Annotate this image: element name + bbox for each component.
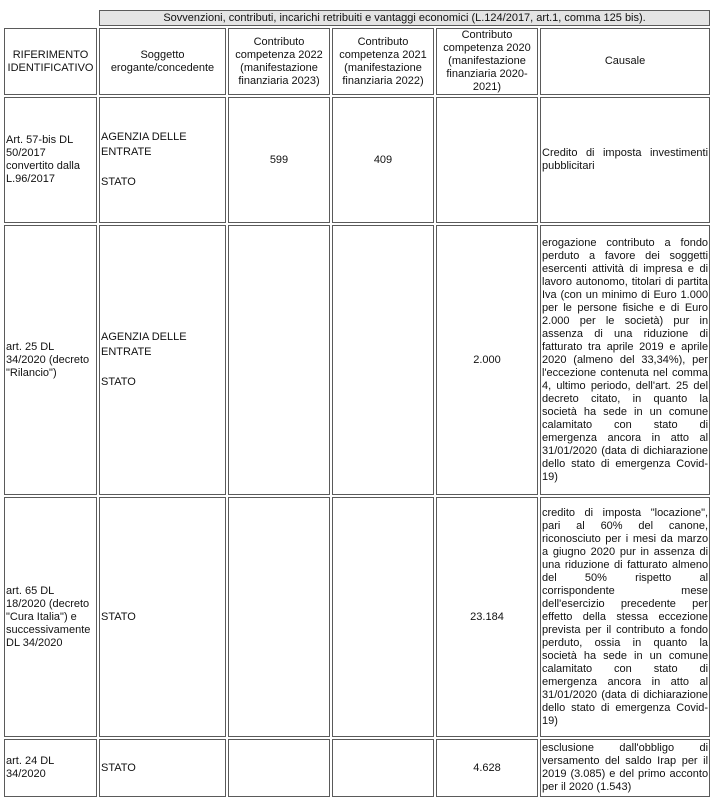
cell-riferimento: art. 24 DL 34/2020 <box>4 739 97 797</box>
cell-contributo-2022: 599 <box>228 97 330 223</box>
header-contributo-2022: Contributo competenza 2022 (manifestazione finanziaria 2023) <box>228 28 330 95</box>
cell-causale: credito di imposta "locazione", pari al 60% del canone, riconosciuto per i mesi da marzo a giugno 2020 pur in assenza di una riduzione di fatturato almeno del 50% rispetto al corrispondente mese dell'esercizio precedente per effetto della stessa eccezione prevista per il contributo a fondo perduto, ossia in quanto la società ha sede in un comune calamitato con stato di emergenza ancora in atto al 31/01/2020 (data di dichiarazione dello stato di emergenza Covid-19) <box>540 497 710 737</box>
header-causale: Causale <box>540 28 710 95</box>
cell-causale: Credito di imposta investimenti pubblicitari <box>540 97 710 223</box>
cell-contributo-2022 <box>228 497 330 737</box>
header-contributo-2021: Contributo competenza 2021 (manifestazione finanziaria 2022) <box>332 28 434 95</box>
cell-contributo-2020: 23.184 <box>436 497 538 737</box>
cell-contributo-2021: 409 <box>332 97 434 223</box>
table-row <box>4 497 710 737</box>
contributions-table <box>2 8 712 799</box>
cell-soggetto <box>99 225 226 495</box>
cell-causale: esclusione dall'obbligo di versamento del saldo Irap per il 2019 (3.085) e del primo acconto per il 2020 (1.543) <box>540 739 710 797</box>
title-row <box>4 10 710 26</box>
ente-primary: AGENZIA DELLE ENTRATE <box>101 331 187 358</box>
cell-soggetto: STATO <box>99 739 226 797</box>
cell-contributo-2021 <box>332 225 434 495</box>
cell-contributo-2020: 2.000 <box>436 225 538 495</box>
cell-soggetto: STATO <box>99 497 226 737</box>
cell-causale: erogazione contributo a fondo perduto a favore dei soggetti esercenti attività di impresa e di lavoro autonomo, titolari di partita Iva (con un minimo di Euro 1.000 per le persone fisiche e di Euro 2.000 per le società) pur in assenza di una riduzione di fatturato tra aprile 2019 e aprile 2020 (almeno del 33,34%), per l'eccezione contenuta nel comma 4, ultimo periodo, dell'art. 25 del decreto citato, in quanto la società ha sede in un comune calamitato con stato di emergenza ancora in atto al 31/01/2020 (data di dichiarazione dello stato di emergenza Covid-19) <box>540 225 710 495</box>
table-row <box>4 225 710 495</box>
ente-secondary: STATO <box>101 176 136 188</box>
header-row <box>4 28 710 95</box>
cell-contributo-2022 <box>228 225 330 495</box>
cell-contributo-2022 <box>228 739 330 797</box>
cell-riferimento: art. 65 DL 18/2020 (decreto "Cura Italia") e successivamente DL 34/2020 <box>4 497 97 737</box>
cell-contributo-2020 <box>436 97 538 223</box>
cell-contributo-2021 <box>332 497 434 737</box>
title-spacer <box>4 10 97 26</box>
header-contributo-2020: Contributo competenza 2020 (manifestazione finanziaria 2020-2021) <box>436 28 538 95</box>
header-riferimento: RIFERIMENTO IDENTIFICATIVO <box>4 28 97 95</box>
table-row <box>4 739 710 797</box>
table-row <box>4 97 710 223</box>
ente-secondary: STATO <box>101 376 136 388</box>
cell-contributo-2020: 4.628 <box>436 739 538 797</box>
table-title: Sovvenzioni, contributi, incarichi retribuiti e vantaggi economici (L.124/2017, art.1, comma 125 bis). <box>99 10 710 26</box>
header-soggetto: Soggetto erogante/concedente <box>99 28 226 95</box>
cell-soggetto <box>99 97 226 223</box>
cell-contributo-2021 <box>332 739 434 797</box>
ente-primary: AGENZIA DELLE ENTRATE <box>101 131 187 158</box>
cell-riferimento: art. 25 DL 34/2020 (decreto "Rilancio") <box>4 225 97 495</box>
cell-riferimento: Art. 57-bis DL 50/2017 convertito dalla L.96/2017 <box>4 97 97 223</box>
